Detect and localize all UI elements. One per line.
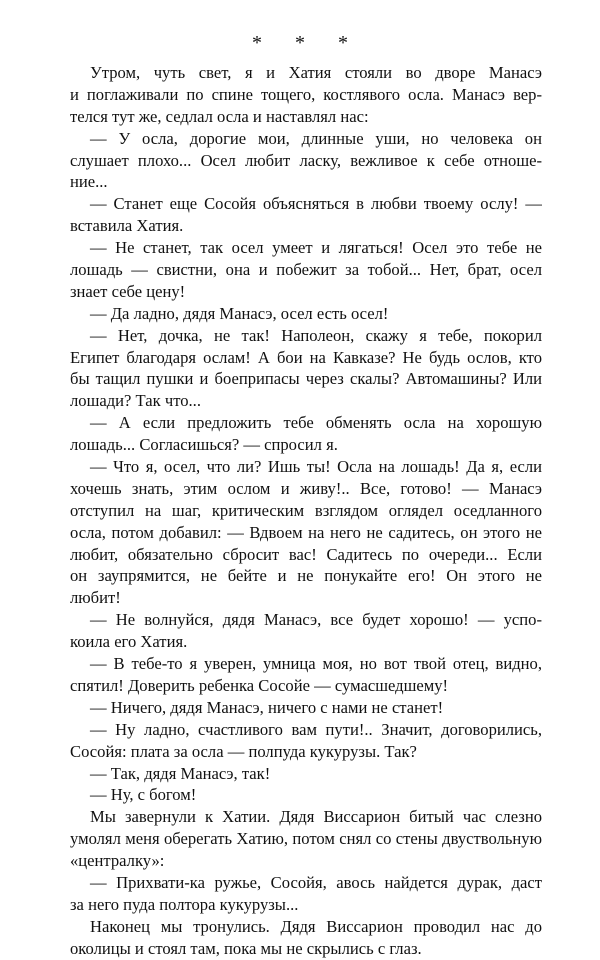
text-line: и поглаживали по спине тощего, костлявого осла. Манасэ вер-	[70, 84, 542, 104]
text-line: — Нет, дочка, не так! Наполеон, скажу я тебе, покорил	[90, 325, 542, 345]
text-line: — Ну, с богом!	[90, 785, 197, 805]
text-line: любит, обязательно сбросит вас! Садитесь по очереди... Если	[70, 544, 542, 564]
text-line: — Не станет, так осел умеет и лягаться! Осел это тебе не	[90, 238, 542, 258]
body-text	[70, 62, 542, 960]
text-line: Мы завернули к Хатии. Дядя Виссарион битый час слезно	[90, 807, 542, 827]
text-line: околицы и стоял там, пока мы не скрылись с глаз.	[70, 938, 422, 958]
text-line: «централку»:	[70, 851, 165, 871]
text-line: коила его Хатия.	[70, 632, 188, 652]
text-line: за него пуда полтора кукурузы...	[70, 894, 299, 914]
text-line: — Да ладно, дядя Манасэ, осел есть осел!	[90, 303, 389, 323]
text-line: — А если предложить тебе обменять осла на хорошую	[90, 413, 542, 433]
text-line: умолял меня оберегать Хатию, потом снял со стены двуствольную	[70, 829, 542, 849]
text-line: — Так, дядя Манасэ, так!	[90, 763, 271, 783]
text-line: спятил! Доверить ребенка Сосойе — сумасшедшему!	[70, 675, 449, 695]
text-line: — Не волнуйся, дядя Манасэ, все будет хорошо! — успо-	[90, 610, 542, 630]
text-line: Сосойя: плата за осла — полпуда кукурузы. Так?	[70, 741, 417, 761]
text-line: он заупрямится, не бейте и не понукайте его! Он этого не	[70, 566, 542, 586]
text-line: осла, потом добавил: — Вдвоем на него не садитесь, он этого не	[70, 522, 542, 542]
text-line: Утром, чуть свет, я и Хатия стояли во дворе Манасэ	[90, 63, 542, 82]
text-line: лошадь — свистни, она и побежит за тобой... Нет, брат, осел	[70, 260, 542, 280]
text-line: — Ну ладно, счастливого вам пути!.. Значит, договорились,	[90, 719, 542, 739]
text-line: бы тащил пушки и боеприпасы через скалы? Автомашины? Или	[70, 369, 542, 389]
text-line: — Прихвати-ка ружье, Сосойя, авось найдется дурак, даст	[90, 872, 542, 892]
text-line: вставила Хатия.	[70, 216, 184, 236]
text-line: Наконец мы тронулись. Дядя Виссарион проводил нас до	[90, 916, 542, 936]
text-line: — В тебе-то я уверен, умница моя, но вот твой отец, видно,	[90, 654, 542, 674]
section-divider: * * *	[252, 32, 362, 54]
text-line: хочешь знать, этим ослом и живу!.. Все, готово! — Манасэ	[70, 478, 542, 498]
text-line: — Ничего, дядя Манасэ, ничего с нами не станет!	[90, 697, 444, 717]
text-line: Египет благодаря ослам! А бои на Кавказе? Не будь ослов, кто	[70, 347, 542, 367]
text-line: — Что я, осел, что ли? Ишь ты! Осла на лошадь! Да я, если	[90, 457, 542, 477]
text-line: знает себе цену!	[70, 281, 186, 301]
text-line: — У осла, дорогие мои, длинные уши, но человека он	[90, 128, 542, 148]
text-line: слушает плохо... Осел любит ласку, вежливое к себе отноше-	[70, 150, 542, 170]
text-line: отступил на шаг, критическим взглядом оглядел оседланного	[70, 500, 542, 520]
text-line: ние...	[70, 172, 108, 192]
text-line: лошади? Так что...	[70, 391, 201, 411]
text-line: любит!	[70, 588, 121, 608]
text-line: телся тут же, седлал осла и наставлял нас:	[70, 106, 369, 126]
text-line: — Станет еще Сосойя объясняться в любви твоему ослу! —	[90, 194, 542, 214]
text-line: лошадь... Согласишься? — спросил я.	[70, 435, 338, 455]
